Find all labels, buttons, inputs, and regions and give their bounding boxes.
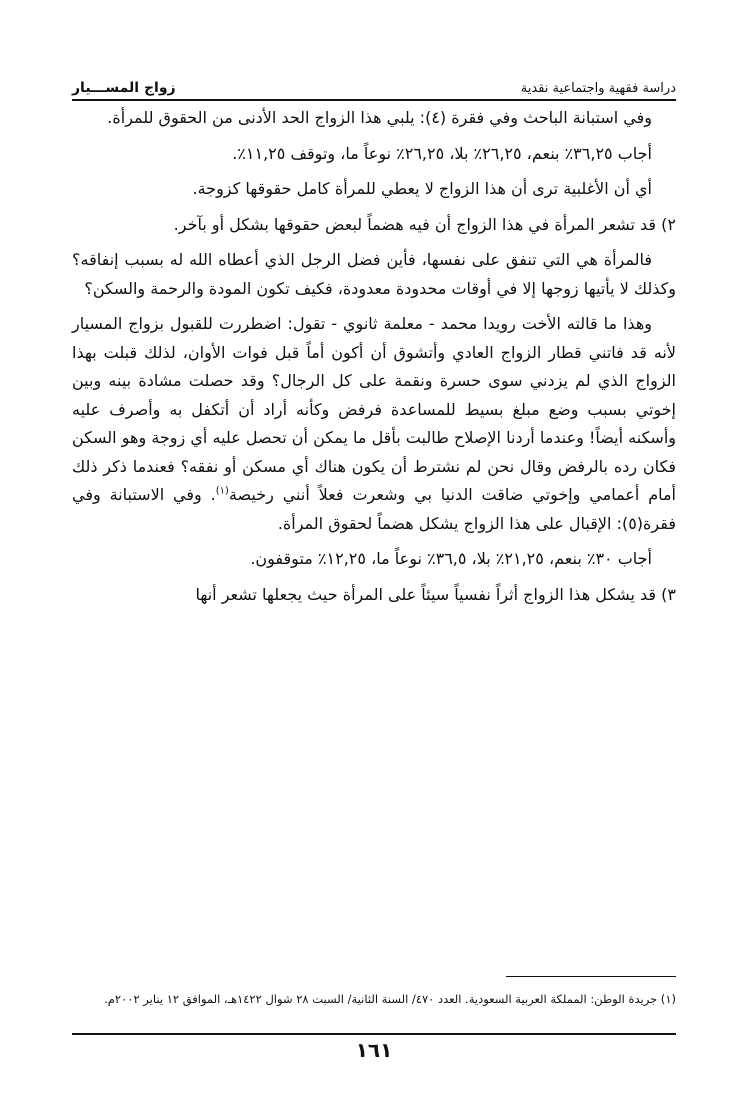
footnote-divider <box>506 976 676 977</box>
paragraph-survey-result-5: أجاب ٣٠٪ بنعم، ٢١,٢٥٪ بلا، ٣٦,٥٪ نوعاً ما، ١٢,٢٥٪ متوقفون. <box>250 549 652 568</box>
header-subtitle: دراسة فقهية واجتماعية نقدية <box>520 81 676 96</box>
paragraph-expense: فالمرأة هي التي تنفق على نفسها، فأين فضل الرجل الذي أعطاه الله له بسبب إنفاقه؟ وكذلك لا يأتيها زوجها إلا في أوقات محدودة معدودة، فكيف تكون المودة والرحمة والسكن؟ <box>72 250 676 298</box>
running-header <box>72 72 676 96</box>
testimony-text: وهذا ما قالته الأخت رويدا محمد - معلمة ثانوي - تقول: اضطررت للقبول بزواج المسيار لأنه قد فاتني قطار الزواج العادي وأتشوق أن أكون أماً قبل فوات الأوان، لذلك قبلت بهذا الزواج الذي لم يزدني سوى حسرة ونقمة على كل الرجال؟ وقد حصلت مشادة بينه وبين إخوتي بسبب وضع مبلغ بسيط للمساعدة فرفض وكأنه أراد أن أتكفل به وأصرف عليه وأسكنه أيضاً! وعندما أردنا الإصلاح طالبت بأقل ما يمكن أن تحصل عليه أي زوجة وهو السكن فكان رده بالرفض وقال نحن لم نشترط أن يكون هناك أي مسكن أو نفقه؟ فعندما ذكر ذلك أمام أعمامي وإخوتي ضاقت الدنيا بي وشعرت فعلاً أنني رخيصة <box>72 314 676 504</box>
main-text <box>72 104 676 616</box>
paragraph-survey-item-4: وفي استبانة الباحث وفي فقرة (٤): يلبي هذا الزواج الحد الأدنى من الحقوق للمرأة. <box>107 108 652 127</box>
paragraph-conclusion: أي أن الأغلبية ترى أن هذا الزواج لا يعطي للمرأة كامل حقوقها كزوجة. <box>192 179 652 198</box>
survey-item-5: وفي الاستبانة وفي فقرة(٥): الإقبال على هذا الزواج يشكل هضماً لحقوق المرأة. <box>72 485 676 533</box>
footnote: (١) جريدة الوطن: المملكة العربية السعودية. العدد ٤٧٠/ السنة الثانية/ السبت ٢٨ شوال ١٤٢٢هـ، الموافق ١٢ يناير ٢٠٠٢م. <box>104 992 676 1006</box>
paragraph-point-3: ٣) قد يشكل هذا الزواج أثراً نفسياً سيئاً على المرأة حيث يجعلها تشعر أنها <box>195 584 676 604</box>
footer-divider <box>72 1033 676 1035</box>
header-book-title: زواج المســـيار <box>72 80 176 96</box>
testimony-separator: . <box>201 485 216 504</box>
footnote-reference[interactable]: (١) <box>215 485 229 497</box>
header-divider <box>72 99 676 101</box>
paragraph-survey-result-4: أجاب ٣٦,٢٥٪ بنعم، ٢٦,٢٥٪ بلا، ٢٦,٢٥٪ نوعاً ما، وتوقف ١١,٢٥٪. <box>232 143 652 163</box>
paragraph-point-2: ٢) قد تشعر المرأة في هذا الزواج أن فيه هضماً لبعض حقوقها بشكل أو بآخر. <box>173 214 676 234</box>
paragraph-testimony <box>72 310 676 538</box>
page-number: ١٦١ <box>355 1038 393 1062</box>
